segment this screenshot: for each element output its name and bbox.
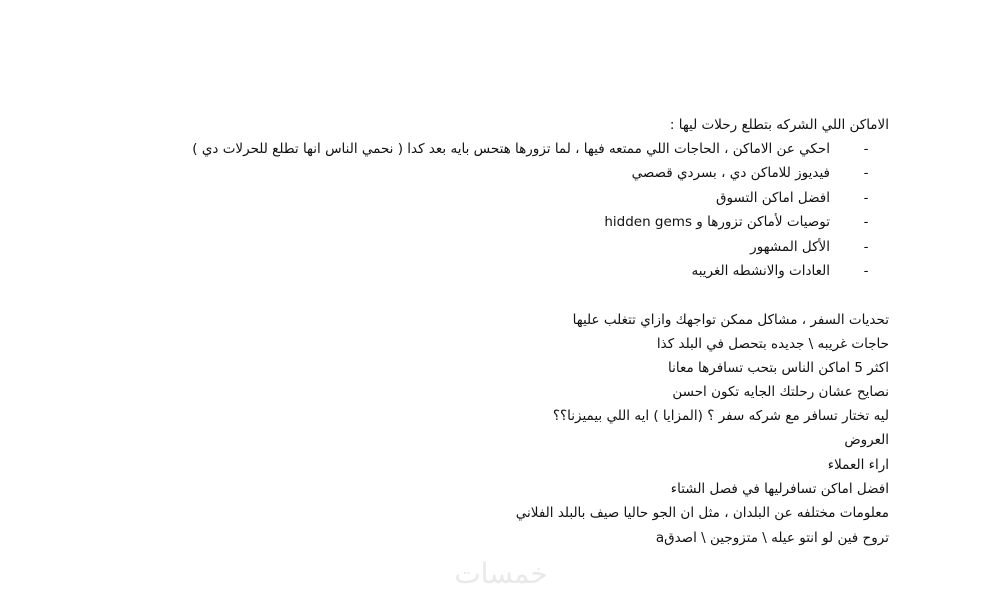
bullet-text: احكي عن الاماكن ، الحاجات اللي ممتعه فيها ، لما تزورها هتحس بايه بعد كدا ( نحمي الناس انها تطلع للحرلات دي ) [192, 141, 830, 157]
bullet-text: العادات والانشطه الغريبه [691, 262, 830, 279]
bullet-text: الأكل المشهور [750, 238, 830, 255]
topic-line: نصايح عشان رحلتك الجايه تكون احسن [672, 384, 889, 400]
bullet-text: افضل اماكن التسوق [716, 189, 830, 206]
bullet-marker: - [863, 262, 869, 279]
topic-line: تروح فين لو انتو عيله \ متزوجين \ اصدقa [655, 530, 889, 546]
bullet-text: فيديوز للاماكن دي ، بسردي قصصي [631, 165, 830, 182]
bullet-marker: - [863, 238, 869, 255]
bullet-item [192, 163, 872, 187]
bullet-item [192, 261, 872, 285]
destinations-bullet-list [192, 139, 872, 285]
bullet-item [192, 188, 872, 212]
bullet-marker: - [863, 189, 869, 206]
bullet-text: توصيات لأماكن تزورها و hidden gems [604, 214, 830, 231]
topic-line: اكثر 5 اماكن الناس بتحب تسافرها معانا [668, 360, 889, 376]
bullet-item [192, 212, 872, 236]
topic-line: تحديات السفر ، مشاكل ممكن تواجهك وازاي تتغلب عليها [572, 312, 889, 328]
topic-line: اراء العملاء [827, 457, 889, 473]
topic-line: ليه تختار تسافر مع شركه سفر ؟ (المزايا ) ايه اللي بيميزنا؟؟ [552, 408, 889, 424]
topic-line: العروض [844, 432, 889, 448]
bullet-marker: - [863, 141, 869, 157]
topic-line: حاجات غريبه \ جديده بتحصل في البلد كذا [656, 336, 889, 352]
watermark-logo: خمسات [454, 556, 548, 590]
topic-line: افضل اماكن تسافرليها في فصل الشتاء [670, 481, 889, 497]
section-heading: الاماكن اللي الشركه بتطلع رحلات ليها : [669, 117, 889, 133]
bullet-item [192, 139, 872, 163]
bullet-marker: - [863, 214, 869, 231]
bullet-item [192, 237, 872, 261]
topic-line: معلومات مختلفه عن البلدان ، مثل ان الجو حاليا صيف بالبلد الفلاني [515, 505, 889, 521]
bullet-marker: - [863, 165, 869, 182]
